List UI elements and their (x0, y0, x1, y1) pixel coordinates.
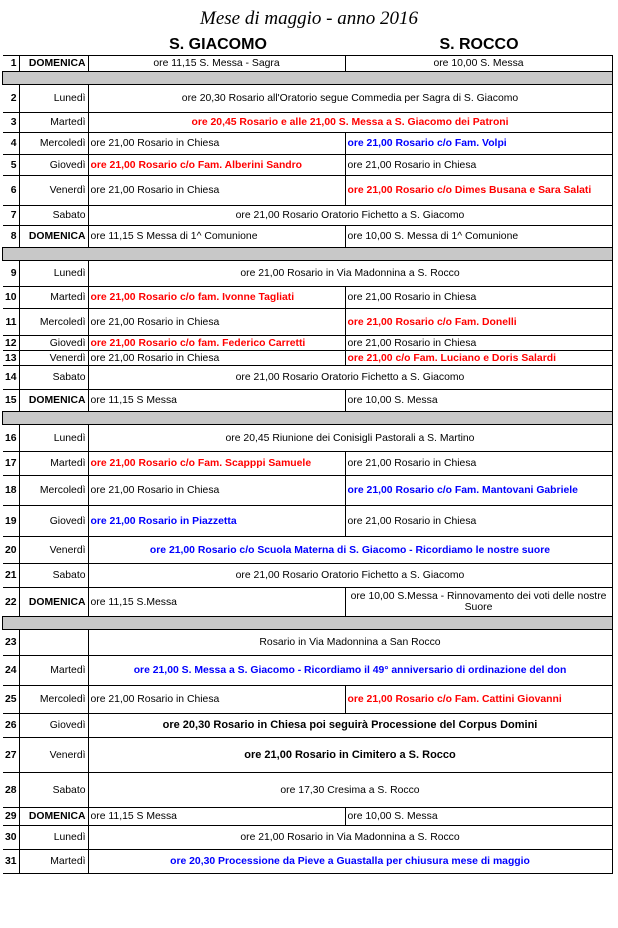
schedule-row (3, 773, 613, 808)
event-s-rocco: ore 21,00 Rosario in Chiesa (345, 452, 612, 476)
weekday: Mercoledì (19, 133, 88, 155)
event-both-parishes: ore 21,00 Rosario in Cimitero a S. Rocco (88, 738, 612, 773)
weekday: DOMENICA (19, 56, 88, 72)
weekday: Lunedì (19, 261, 88, 287)
schedule-row (3, 537, 613, 564)
event-both-parishes: ore 21,00 Rosario Oratorio Fichetto a S. Giacomo (88, 366, 612, 390)
weekday: Martedì (19, 452, 88, 476)
event-s-giacomo: ore 11,15 S.Messa (88, 588, 345, 617)
day-number: 8 (3, 226, 20, 248)
day-number: 29 (3, 808, 20, 826)
separator-cell (3, 72, 613, 85)
day-number: 23 (3, 630, 20, 656)
schedule-row (3, 564, 613, 588)
day-number: 31 (3, 850, 20, 874)
event-s-rocco: ore 21,00 c/o Fam. Luciano e Doris Salardi (345, 351, 612, 366)
event-s-giacomo: ore 21,00 Rosario in Chiesa (88, 351, 345, 366)
weekday: DOMENICA (19, 226, 88, 248)
event-both-parishes: ore 21,00 Rosario c/o Scuola Materna di S. Giacomo - Ricordiamo le nostre suore (88, 537, 612, 564)
day-number: 5 (3, 155, 20, 176)
schedule-row (3, 226, 613, 248)
event-s-giacomo: ore 21,00 Rosario c/o Fam. Scapppi Samuele (88, 452, 345, 476)
schedule-row (3, 808, 613, 826)
day-number: 9 (3, 261, 20, 287)
event-both-parishes: ore 21,00 Rosario in Via Madonnina a S. Rocco (88, 261, 612, 287)
schedule-row (3, 850, 613, 874)
weekday: Sabato (19, 773, 88, 808)
event-s-giacomo: ore 21,00 Rosario c/o fam. Federico Carretti (88, 336, 345, 351)
day-number: 13 (3, 351, 20, 366)
event-both-parishes: Rosario in Via Madonnina a San Rocco (88, 630, 612, 656)
weekday: DOMENICA (19, 808, 88, 826)
schedule-row (3, 351, 613, 366)
weekday: Venerdì (19, 537, 88, 564)
event-both-parishes: ore 20,30 Processione da Pieve a Guastalla per chiusura mese di maggio (88, 850, 612, 874)
weekday: DOMENICA (19, 588, 88, 617)
event-s-rocco: ore 10,00 S. Messa (345, 808, 612, 826)
day-number: 22 (3, 588, 20, 617)
event-s-giacomo: ore 11,15 S Messa di 1^ Comunione (88, 226, 345, 248)
event-both-parishes: ore 20,30 Rosario in Chiesa poi seguirà Processione del Corpus Domini (88, 714, 612, 738)
column-header-s-giacomo: S. GIACOMO (169, 36, 267, 53)
event-s-rocco: ore 21,00 Rosario c/o Fam. Donelli (345, 309, 612, 336)
weekday: Lunedì (19, 85, 88, 113)
weekday: Martedì (19, 287, 88, 309)
schedule-row (3, 133, 613, 155)
schedule-row (3, 309, 613, 336)
schedule-row (3, 452, 613, 476)
event-s-rocco: ore 21,00 Rosario in Chiesa (345, 336, 612, 351)
schedule-row (3, 390, 613, 412)
day-number: 3 (3, 113, 20, 133)
week-separator (3, 248, 613, 261)
weekday: Giovedì (19, 155, 88, 176)
day-number: 6 (3, 176, 20, 206)
event-s-rocco: ore 10,00 S. Messa di 1^ Comunione (345, 226, 612, 248)
event-s-giacomo: ore 21,00 Rosario in Chiesa (88, 133, 345, 155)
day-number: 15 (3, 390, 20, 412)
week-separator (3, 72, 613, 85)
event-s-rocco: ore 10,00 S. Messa (345, 56, 612, 72)
event-s-rocco: ore 21,00 Rosario c/o Fam. Volpi (345, 133, 612, 155)
weekday: Martedì (19, 850, 88, 874)
weekday: Venerdì (19, 176, 88, 206)
day-number: 17 (3, 452, 20, 476)
weekday: Venerdì (19, 738, 88, 773)
event-both-parishes: ore 21,00 S. Messa a S. Giacomo - Ricordiamo il 49° anniversario di ordinazione del don (88, 656, 612, 686)
weekday (19, 630, 88, 656)
event-s-giacomo: ore 11,15 S Messa (88, 808, 345, 826)
day-number: 20 (3, 537, 20, 564)
event-s-rocco: ore 21,00 Rosario in Chiesa (345, 506, 612, 537)
day-number: 27 (3, 738, 20, 773)
schedule-row (3, 176, 613, 206)
event-s-rocco: ore 21,00 Rosario c/o Fam. Mantovani Gabriele (345, 476, 612, 506)
day-number: 28 (3, 773, 20, 808)
event-both-parishes: ore 21,00 Rosario Oratorio Fichetto a S. Giacomo (88, 564, 612, 588)
weekday: Sabato (19, 564, 88, 588)
week-separator (3, 617, 613, 630)
event-s-giacomo: ore 21,00 Rosario in Chiesa (88, 476, 345, 506)
weekday: DOMENICA (19, 390, 88, 412)
day-number: 18 (3, 476, 20, 506)
weekday: Giovedì (19, 506, 88, 537)
separator-cell (3, 617, 613, 630)
weekday: Venerdì (19, 351, 88, 366)
day-number: 25 (3, 686, 20, 714)
schedule-row (3, 261, 613, 287)
schedule-row (3, 826, 613, 850)
schedule-row (3, 425, 613, 452)
weekday: Mercoledì (19, 476, 88, 506)
schedule-row (3, 686, 613, 714)
schedule-row (3, 206, 613, 226)
schedule-row (3, 287, 613, 309)
event-both-parishes: ore 21,00 Rosario in Via Madonnina a S. Rocco (88, 826, 612, 850)
schedule-row (3, 714, 613, 738)
event-s-giacomo: ore 21,00 Rosario in Chiesa (88, 686, 345, 714)
weekday: Lunedì (19, 826, 88, 850)
event-both-parishes: ore 17,30 Cresima a S. Rocco (88, 773, 612, 808)
schedule-row (3, 630, 613, 656)
event-s-giacomo: ore 21,00 Rosario c/o fam. Ivonne Tagliati (88, 287, 345, 309)
weekday: Giovedì (19, 714, 88, 738)
event-s-giacomo: ore 11,15 S Messa (88, 390, 345, 412)
day-number: 21 (3, 564, 20, 588)
day-number: 19 (3, 506, 20, 537)
event-s-giacomo: ore 21,00 Rosario in Chiesa (88, 309, 345, 336)
day-number: 16 (3, 425, 20, 452)
weekday: Mercoledì (19, 309, 88, 336)
day-number: 11 (3, 309, 20, 336)
event-s-rocco: ore 21,00 Rosario in Chiesa (345, 287, 612, 309)
schedule-row (3, 506, 613, 537)
event-s-rocco: ore 21,00 Rosario c/o Dimes Busana e Sara Salati (345, 176, 612, 206)
event-s-rocco: ore 21,00 Rosario in Chiesa (345, 155, 612, 176)
schedule-table (2, 55, 613, 874)
event-both-parishes: ore 21,00 Rosario Oratorio Fichetto a S. Giacomo (88, 206, 612, 226)
schedule-row (3, 588, 613, 617)
separator-cell (3, 412, 613, 425)
day-number: 30 (3, 826, 20, 850)
schedule-row (3, 85, 613, 113)
event-both-parishes: ore 20,30 Rosario all'Oratorio segue Commedia per Sagra di S. Giacomo (88, 85, 612, 113)
weekday: Mercoledì (19, 686, 88, 714)
schedule-row (3, 336, 613, 351)
day-number: 7 (3, 206, 20, 226)
day-number: 4 (3, 133, 20, 155)
weekday: Sabato (19, 366, 88, 390)
event-s-giacomo: ore 11,15 S. Messa - Sagra (88, 56, 345, 72)
day-number: 2 (3, 85, 20, 113)
schedule-row (3, 656, 613, 686)
schedule-body (3, 56, 613, 874)
day-number: 14 (3, 366, 20, 390)
page-title: Mese di maggio - anno 2016 (200, 8, 418, 29)
day-number: 1 (3, 56, 20, 72)
separator-cell (3, 248, 613, 261)
event-s-giacomo: ore 21,00 Rosario c/o Fam. Alberini Sandro (88, 155, 345, 176)
weekday: Martedì (19, 113, 88, 133)
event-s-giacomo: ore 21,00 Rosario in Chiesa (88, 176, 345, 206)
schedule-row (3, 155, 613, 176)
day-number: 12 (3, 336, 20, 351)
weekday: Sabato (19, 206, 88, 226)
day-number: 10 (3, 287, 20, 309)
event-s-rocco: ore 10,00 S.Messa - Rinnovamento dei voti delle nostre Suore (345, 588, 612, 617)
event-both-parishes: ore 20,45 Riunione dei Conisigli Pastorali a S. Martino (88, 425, 612, 452)
day-number: 24 (3, 656, 20, 686)
schedule-row (3, 738, 613, 773)
column-header-s-rocco: S. ROCCO (439, 36, 519, 53)
weekday: Giovedì (19, 336, 88, 351)
weekday: Martedì (19, 656, 88, 686)
week-separator (3, 412, 613, 425)
schedule-row (3, 476, 613, 506)
schedule-row (3, 113, 613, 133)
event-s-rocco: ore 21,00 Rosario c/o Fam. Cattini Giovanni (345, 686, 612, 714)
event-s-giacomo: ore 21,00 Rosario in Piazzetta (88, 506, 345, 537)
day-number: 26 (3, 714, 20, 738)
weekday: Lunedì (19, 425, 88, 452)
schedule-row (3, 56, 613, 72)
schedule-row (3, 366, 613, 390)
event-s-rocco: ore 10,00 S. Messa (345, 390, 612, 412)
event-both-parishes: ore 20,45 Rosario e alle 21,00 S. Messa a S. Giacomo dei Patroni (88, 113, 612, 133)
